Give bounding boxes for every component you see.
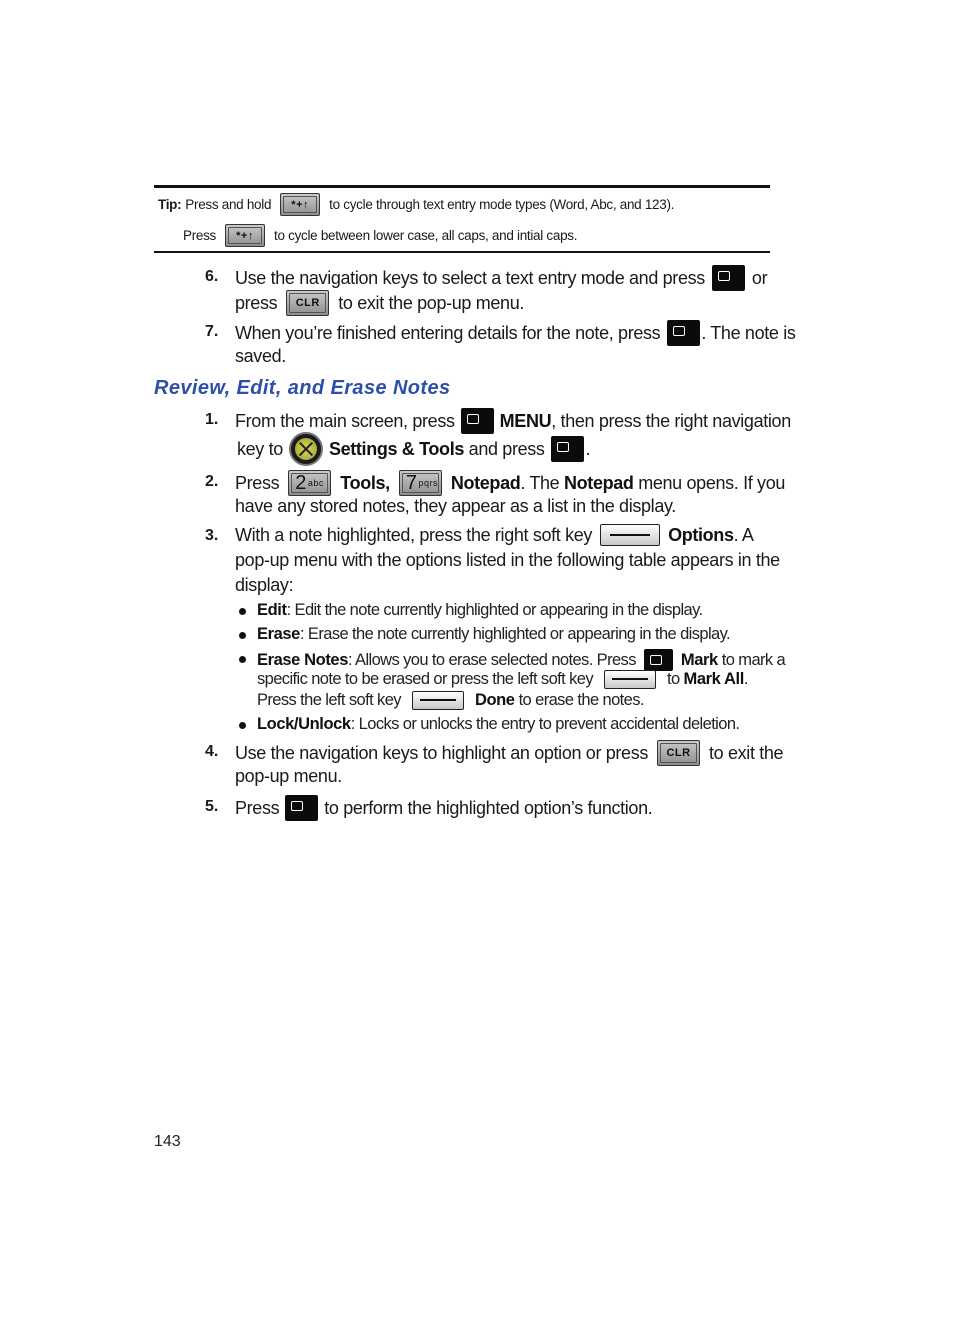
right-soft-key-icon <box>600 524 660 546</box>
step-line: From the main screen, press MENU , then press the right navigation <box>235 408 791 434</box>
bullet-dot <box>239 632 246 639</box>
step-line: pop-up menu. <box>235 766 342 786</box>
ok-key-icon <box>644 649 673 671</box>
step-number: 3. <box>205 527 219 544</box>
section-heading: Review, Edit, and Erase Notes <box>154 377 451 399</box>
clr-key-icon: CLR <box>286 290 329 316</box>
bullet-item-erase-notes-line3: Press the left soft key Done to erase the notes. <box>257 691 644 709</box>
ok-key-icon <box>712 265 745 291</box>
step-number: 4. <box>205 743 219 760</box>
tip-text: Press <box>183 228 217 243</box>
star-key-icon: *+↑ <box>225 224 265 247</box>
tip-label: Tip: <box>158 197 182 212</box>
bullet-item-erase-notes: Erase Notes : Allows you to erase selected notes. Press Mark to mark a <box>257 649 785 671</box>
tip-text: to cycle through text entry mode types (Word, Abc, and 123). <box>329 197 675 212</box>
settings-tools-icon <box>289 432 323 466</box>
step-line: press CLR to exit the pop-up menu. <box>235 290 524 316</box>
step-line: display: <box>235 575 294 595</box>
bullet-dot <box>239 656 246 663</box>
bullet-item-edit: Edit : Edit the note currently highlighted or appearing in the display. <box>257 601 703 619</box>
step-line: When you’re finished entering details for the note, press . The note is <box>235 320 796 346</box>
step-number: 1. <box>205 411 219 428</box>
step-line: saved. <box>235 346 286 366</box>
ok-key-icon <box>551 436 584 462</box>
tip-text: to cycle between lower case, all caps, and intial caps. <box>274 228 578 243</box>
bullet-item-erase: Erase : Erase the note currently highlighted or appearing in the display. <box>257 625 731 643</box>
step-line: Use the navigation keys to highlight an option or press CLR to exit the <box>235 740 783 766</box>
tip-line-1 <box>158 193 674 216</box>
step-line: Use the navigation keys to select a text entry mode and press or <box>235 265 767 291</box>
menu-key-icon <box>461 408 494 434</box>
step-line: key to Settings & Tools and press . <box>237 432 590 466</box>
step-line: With a note highlighted, press the right soft key Options . A <box>235 524 754 545</box>
star-key-icon: *+↑ <box>280 193 320 216</box>
bullet-item-lock-unlock: Lock/Unlock : Locks or unlocks the entry to prevent accidental deletion. <box>257 715 740 733</box>
key-2-icon: 2 abc <box>288 470 331 496</box>
left-soft-key-icon <box>412 691 464 710</box>
ok-key-icon <box>285 795 318 821</box>
step-line: have any stored notes, they appear as a list in the display. <box>235 496 676 516</box>
ok-key-icon <box>667 320 700 346</box>
step-number: 6. <box>205 268 219 285</box>
step-line: Press 2 abc Tools, 7 pqrs Notepad . The Notepad menu opens. If you <box>235 472 786 494</box>
key-7-icon: 7 pqrs <box>399 470 442 496</box>
bullet-item-erase-notes-line2: specific note to be erased or press the left soft key to Mark All . <box>257 670 748 688</box>
tip-text: Press and hold <box>185 197 272 212</box>
step-number: 2. <box>205 473 219 490</box>
page-number: 143 <box>154 1133 181 1150</box>
bullet-dot <box>239 608 246 615</box>
step-number: 7. <box>205 323 219 340</box>
step-line: pop-up menu with the options listed in the following table appears in the <box>235 550 780 570</box>
tip-line-2 <box>183 224 577 247</box>
clr-key-icon: CLR <box>657 740 700 766</box>
left-soft-key-icon <box>604 670 656 689</box>
step-number: 5. <box>205 798 219 815</box>
bullet-dot <box>239 722 246 729</box>
step-line: Press to perform the highlighted option’s function. <box>235 795 652 821</box>
